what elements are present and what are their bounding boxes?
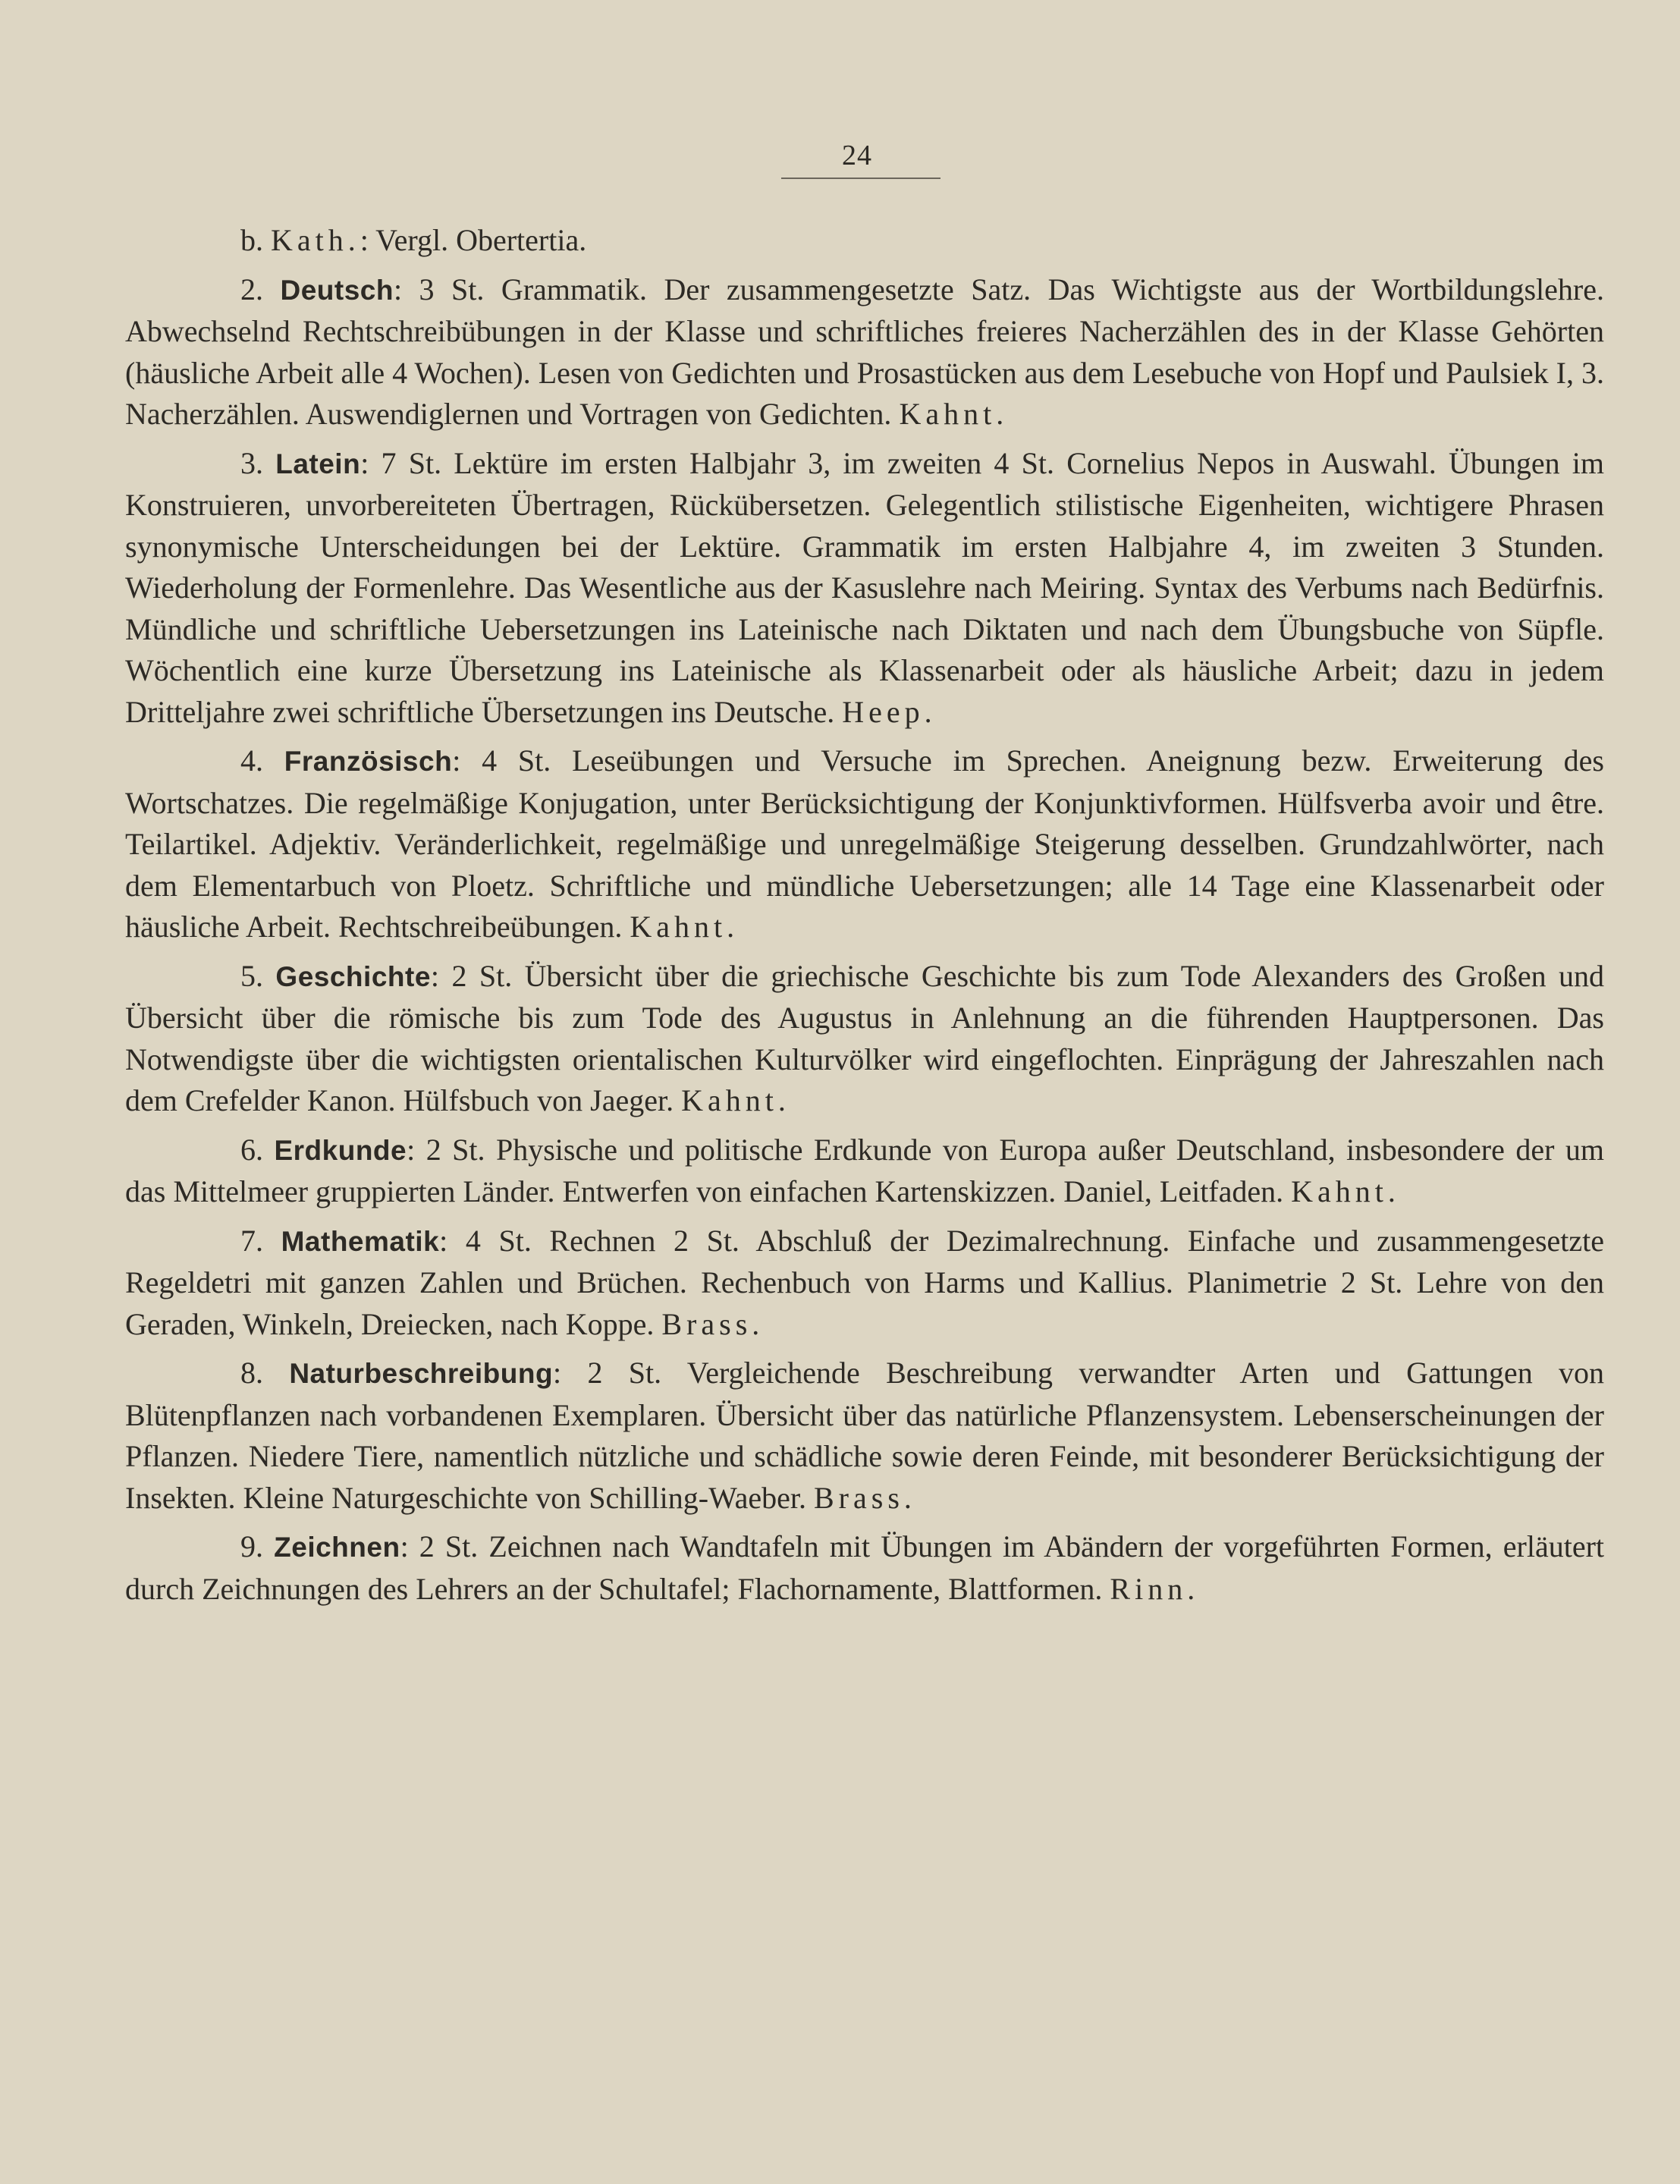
section-text: : 2 St. Übersicht über die griechische Geschichte bis zum Tode Alexanders des Großen und Übersicht über die römische bis zum Tode des Augustus in Anlehnung an die führenden Hauptpersonen. Das Notwendigste über die wichtigsten orientalischen Kulturvölker wird eingeflochten. Einprägung der Jahreszahlen nach dem Crefelder Kanon. Hülfsbuch von Jaeger. xyxy=(125,958,1604,1117)
intro-text: : Vergl. Obertertia. xyxy=(360,223,587,257)
section-text: : 2 St. Physische und politische Erdkunde von Europa außer Deutschland, insbesondere der um das Mittelmeer gruppierten Länder. Entwerfen von einfachen Kartenskizzen. Daniel, Leitfaden. xyxy=(125,1132,1604,1208)
section-number: 6. xyxy=(240,1132,263,1167)
paragraph-erdkunde xyxy=(125,1130,1604,1213)
paragraph-franzoesisch xyxy=(125,740,1604,948)
paragraph-intro xyxy=(125,220,1604,262)
section-number: 7. xyxy=(240,1223,263,1258)
section-text: : 4 St. Rechnen 2 St. Abschluß der Dezimalrechnung. Einfache und zusammengesetzte Regeldetri mit ganzen Zahlen und Brüchen. Rechenbuch von Harms und Kallius. Planimetrie 2 St. Lehre von den Geraden, Winkeln, Dreiecken, nach Koppe. xyxy=(125,1223,1605,1341)
subject-heading: Erdkunde xyxy=(274,1134,407,1166)
section-number: 4. xyxy=(240,743,263,778)
paragraph-mathematik xyxy=(125,1221,1604,1346)
teacher-name: Rinn. xyxy=(1110,1571,1200,1606)
page-number: 24 xyxy=(842,140,872,171)
section-number: 9. xyxy=(240,1529,263,1563)
subject-heading: Französisch xyxy=(284,746,453,777)
page-body xyxy=(125,220,1604,1617)
section-number: 3. xyxy=(240,445,263,480)
section-number: 8. xyxy=(240,1356,263,1390)
paragraph-deutsch xyxy=(125,269,1604,435)
intro-label: b. xyxy=(240,223,263,257)
paragraph-zeichnen xyxy=(125,1526,1604,1610)
teacher-name: Heep. xyxy=(842,694,937,729)
subject-heading: Zeichnen xyxy=(274,1532,400,1563)
subject-heading: Naturbeschreibung xyxy=(289,1358,554,1389)
teacher-name: Kahnt. xyxy=(1291,1174,1400,1208)
paragraph-naturbeschreibung xyxy=(125,1353,1604,1519)
paragraph-latein xyxy=(125,443,1604,734)
intro-spaced: Kath. xyxy=(271,223,360,257)
subject-heading: Latein xyxy=(275,448,361,479)
section-number: 2. xyxy=(240,272,263,306)
paragraph-geschichte xyxy=(125,956,1604,1122)
section-text: : 3 St. Grammatik. Der zusammengesetzte Satz. Das Wichtigste aus der Wortbildungslehre. Abwechselnd Rechtschreibübungen in der Klasse und schriftliches freieres Nacherzählen des in der Klasse Gehörten (häusliche Arbeit alle 4 Wochen). Lesen von Gedichten und Prosastücken aus dem Lesebuche von Hopf und Paulsiek I, 3. Nacherzählen. Auswendiglernen und Vortragen von Gedichten. xyxy=(125,272,1604,431)
subject-heading: Mathematik xyxy=(281,1225,440,1257)
header-rule xyxy=(781,178,940,179)
subject-heading: Deutsch xyxy=(280,274,394,306)
section-text: : 4 St. Leseübungen und Versuche im Sprechen. Aneignung bezw. Erweiterung des Wortschatzes. Die regelmäßige Konjugation, unter Berücksichtigung der Konjunktivformen. Hülfsverba avoir und être. Teilartikel. Adjektiv. Veränderlichkeit, regelmäßige und unregelmäßige Steigerung desselben. Grundzahlwörter, nach dem Elementarbuch von Ploetz. Schriftliche und mündliche Uebersetzungen; alle 14 Tage eine Klassenarbeit oder häusliche Arbeit. Rechtschreibeübungen. xyxy=(125,743,1604,944)
subject-heading: Geschichte xyxy=(275,960,431,992)
teacher-name: Kahnt. xyxy=(630,910,740,944)
section-text: : 2 St. Vergleichende Beschreibung verwandter Arten und Gattungen von Blütenpflanzen nach vorbandenen Exemplaren. Übersicht über das natürliche Pflanzensystem. Lebenserscheinungen der Pflanzen. Niedere Tiere, namentlich nützliche und schädliche sowie deren Feinde, mit besonderer Berücksichtigung der Insekten. Kleine Naturgeschichte von Schilling-Waeber. xyxy=(125,1356,1605,1515)
section-text: : 2 St. Zeichnen nach Wandtafeln mit Übungen im Abändern der vorgeführten Formen, erläutert durch Zeichnungen des Lehrers an der Schultafel; Flachornamente, Blattformen. xyxy=(125,1529,1605,1606)
teacher-name: Kahnt. xyxy=(681,1083,790,1117)
teacher-name: Kahnt. xyxy=(899,397,1009,431)
section-text: : 7 St. Lektüre im ersten Halbjahr 3, im zweiten 4 St. Cornelius Nepos in Auswahl. Übungen im Konstruieren, unvorbereiteten Übertragen, Rückübersetzen. Gelegentlich stilistische Eigenheiten, wichtigere Phrasen synonymische Unterscheidungen bei der Lektüre. Grammatik im ersten Halbjahre 4, im zweiten 3 Stunden. Wiederholung der Formenlehre. Das Wesentliche aus der Kasuslehre nach Meiring. Syntax des Verbums nach Bedürfnis. Mündliche und schriftliche Uebersetzungen ins Lateinische nach Diktaten und nach dem Übungsbuche von Süpfle. Wöchentlich eine kurze Übersetzung ins Lateinische als Klassenarbeit oder als häusliche Arbeit; dazu in jedem Dritteljahre zwei schriftliche Übersetzungen ins Deutsche. xyxy=(125,445,1605,729)
teacher-name: Brass. xyxy=(661,1306,765,1341)
teacher-name: Brass. xyxy=(814,1480,916,1515)
section-number: 5. xyxy=(240,958,263,993)
